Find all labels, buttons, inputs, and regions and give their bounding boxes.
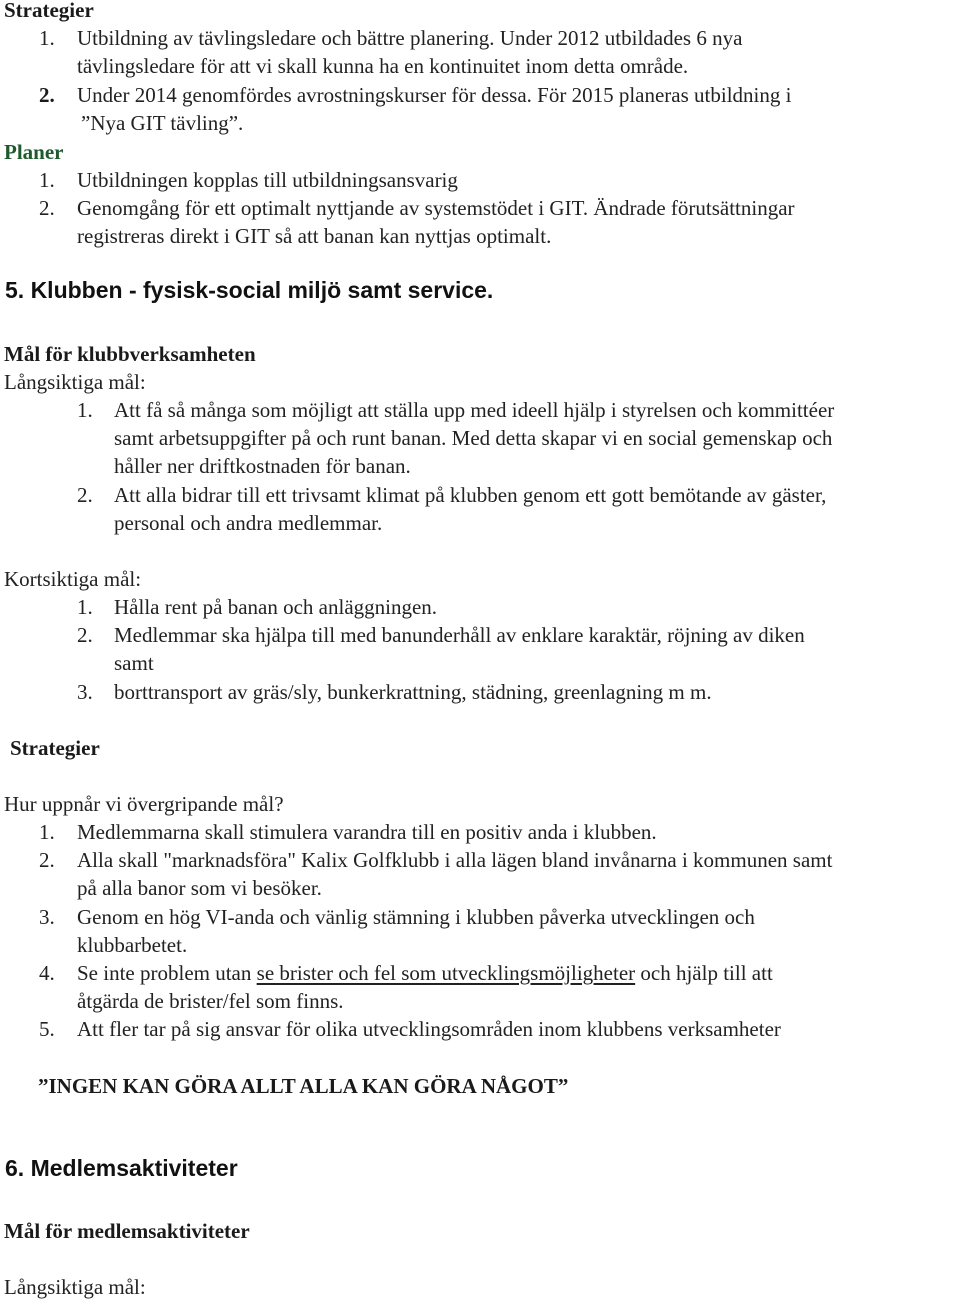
list-text: Medlemmarna skall stimulera varandra till en positiv anda i klubben.: [77, 820, 657, 844]
list-number: 1.: [39, 168, 55, 192]
list-text-line: på alla banor som vi besöker.: [77, 876, 322, 901]
list-number: 1.: [77, 398, 93, 422]
list-number: 2.: [39, 848, 55, 872]
list-text: [114, 396, 834, 481]
list-number: 3.: [39, 905, 55, 929]
slogan: ”INGEN KAN GÖRA ALLT ALLA KAN GÖRA NÅGOT”: [38, 1074, 569, 1098]
short-term-label: Kortsiktiga mål:: [4, 567, 142, 591]
list-text: [77, 81, 791, 137]
list-number: 2.: [77, 483, 93, 507]
strategier-heading-2: Strategier: [10, 736, 100, 760]
list-text: Utbildningen kopplas till utbildningsansvarig: [77, 168, 458, 192]
section-6-title: 6. Medlemsaktiviteter: [5, 1155, 238, 1181]
list-text-line: åtgärda de brister/fel som finns.: [77, 989, 344, 1014]
list-text-line: samt: [114, 651, 154, 676]
list-text-line: håller ner driftkostnaden för banan.: [114, 454, 411, 479]
list-text-line: Utbildning av tävlingsledare och bättre planering. Under 2012 utbildades 6 nya: [77, 26, 743, 50]
list-text-line: samt arbetsuppgifter på och runt banan. Med detta skapar vi en social gemenskap och: [114, 426, 833, 451]
list-number: 1.: [39, 820, 55, 844]
list-text-line: Att alla bidrar till ett trivsamt klimat på klubben genom ett gott bemötande av gäster,: [114, 483, 827, 507]
section-5-title: 5. Klubben - fysisk-social miljö samt service.: [5, 277, 494, 303]
list-text: [77, 194, 795, 250]
list-text-line: Att få så många som möjligt att ställa upp med ideell hjälp i styrelsen och kommittéer: [114, 398, 835, 422]
list-text-line: Medlemmar ska hjälpa till med banunderhåll av enklare karaktär, röjning av diken: [114, 623, 805, 647]
list-text: [77, 903, 755, 959]
list-text: Hålla rent på banan och anläggningen.: [114, 595, 438, 619]
list-text-line: Under 2014 genomfördes avrostningskurser för dessa. För 2015 planeras utbildning i: [77, 83, 792, 107]
list-text: borttransport av gräs/sly, bunkerkrattning, städning, greenlagning m m.: [114, 680, 712, 704]
strategier-heading: Strategier: [4, 0, 94, 22]
list-number: 2.: [39, 196, 55, 220]
long-term-label: Långsiktiga mål:: [4, 370, 146, 394]
medlemsaktiviteter-goals-heading: Mål för medlemsaktiviteter: [4, 1219, 250, 1243]
list-text: [114, 621, 805, 677]
list-number: 1.: [39, 26, 55, 50]
list-text-line: ”Nya GIT tävling”.: [81, 111, 244, 136]
planer-heading: Planer: [4, 140, 64, 164]
list-text-line: Alla skall "marknadsföra" Kalix Golfklubb i alla lägen bland invånarna i kommunen samt: [77, 848, 833, 872]
list-number: 1.: [77, 595, 93, 619]
list-text: [77, 846, 832, 902]
list-text-line: klubbarbetet.: [77, 933, 188, 958]
list-number: 5.: [39, 1017, 55, 1041]
klubbverksamhet-goals-heading: Mål för klubbverksamheten: [4, 342, 256, 366]
list-text-line: Genom en hög VI-anda och vänlig stämning i klubben påverka utvecklingen och: [77, 905, 755, 929]
text-segment: och hjälp till att: [635, 961, 773, 985]
list-text: Att fler tar på sig ansvar för olika utvecklingsområden inom klubbens verksamheter: [77, 1017, 781, 1041]
list-text: [114, 481, 826, 537]
list-number: 2.: [39, 83, 55, 107]
list-text-line: [77, 959, 773, 987]
text-segment: Se inte problem utan: [77, 961, 257, 985]
list-text-line: registreras direkt i GIT så att banan kan nyttjas optimalt.: [77, 224, 552, 249]
list-number: 4.: [39, 961, 55, 985]
long-term-label-2: Långsiktiga mål:: [4, 1275, 146, 1299]
list-text-line: personal och andra medlemmar.: [114, 511, 383, 536]
underlined-phrase: se brister och fel som utvecklingsmöjligheter: [256, 961, 636, 985]
list-number: 2.: [77, 623, 93, 647]
list-text: [77, 959, 773, 1015]
list-text-line: Genomgång för ett optimalt nyttjande av systemstödet i GIT. Ändrade förutsättningar: [77, 196, 795, 220]
list-number: 3.: [77, 680, 93, 704]
strategier-question: Hur uppnår vi övergripande mål?: [4, 792, 284, 816]
list-text: [77, 24, 742, 80]
list-text-line: tävlingsledare för att vi skall kunna ha en kontinuitet inom detta område.: [77, 54, 689, 79]
